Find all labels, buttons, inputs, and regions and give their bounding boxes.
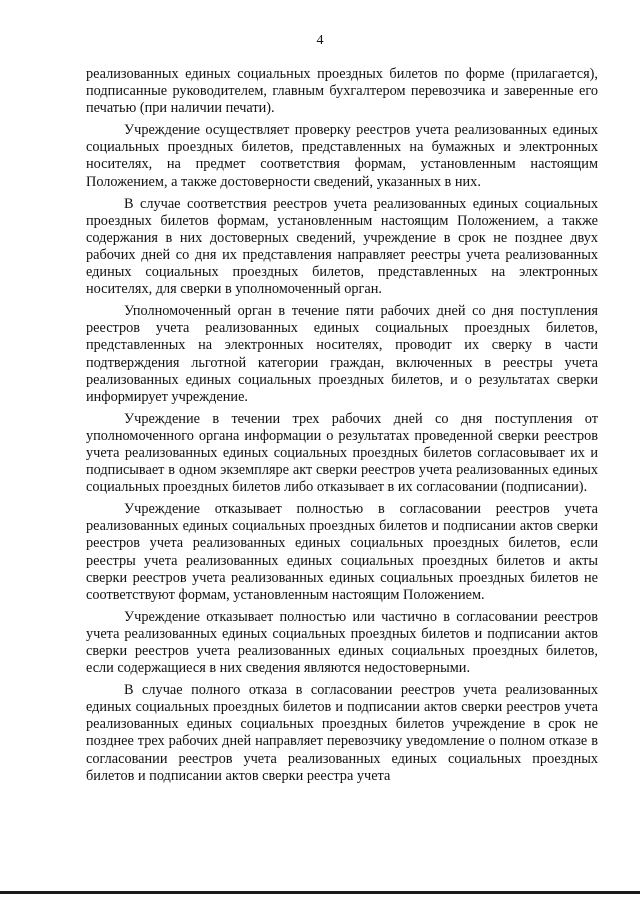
paragraph-authorized-body-check: Уполномоченный орган в течение пяти рабочих дней со дня поступления реестров учета реализованных единых социальных проездных билетов, представленных на электронных носителях, проводит их сверку в части подтверждения льготной категории граждан, включенных в реестры учета реализованных единых социальных проездных билетов, и о результатах сверки информирует учреждение. [86,303,598,405]
document-body [86,66,598,790]
paragraph-full-refusal-forms: Учреждение отказывает полностью в согласовании реестров учета реализованных единых социальных проездных билетов и подписании актов сверки реестров учета реализованных единых социальных проездных билетов, если реестры учета реализованных единых социальных проездных билетов и акты сверки реестров учета реализованных единых социальных проездных билетов не соответствуют формам, установленным настоящим Положением. [86,501,598,603]
paragraph-refusal-unreliable: Учреждение отказывает полностью или частично в согласовании реестров учета реализованных единых социальных проездных билетов и подписании актов сверки реестров учета реализованных единых социальных проездных билетов, если содержащиеся в них сведения являются недостоверными. [86,608,598,677]
paragraph-compliance-case: В случае соответствия реестров учета реализованных единых социальных проездных билетов формам, установленным настоящим Положением, а также содержания в них достоверных сведений, учреждение в срок не позднее двух рабочих дней со дня их представления направляет реестры учета реализованных единых социальных проездных билетов, представленных на электронных носителях, для сверки в уполномоченный орган. [86,195,598,298]
scan-bottom-edge [0,891,640,894]
paragraph-continuation: реализованных единых социальных проездных билетов по форме (прилагается), подписанные руководителем, главным бухгалтером перевозчика и заверенные его печатью (при наличии печати). [86,66,598,117]
page-number: 4 [316,33,324,48]
paragraph-full-refusal-notice: В случае полного отказа в согласовании реестров учета реализованных единых социальных проездных билетов и подписании актов сверки реестров учета реализованных единых социальных проездных билетов учреждение в срок не позднее трех рабочих дней направляет перевозчику уведомление о полном отказе в согласовании реестров учета реализованных единых социальных проездных билетов и подписании актов сверки реестра учета [86,682,598,784]
paragraph-approval-procedure: Учреждение в течении трех рабочих дней со дня поступления от уполномоченного органа информации о результатах проведенной сверки реестров учета реализованных единых социальных проездных билетов согласовывает их и подписывает в одном экземпляре акт сверки реестров учета реализованных единых социальных проездных билетов либо отказывает в их согласовании (подписании). [86,410,598,496]
paragraph-registry-check: Учреждение осуществляет проверку реестров учета реализованных единых социальных проездных билетов, представленных на бумажных и электронных носителях, на предмет соответствия формам, установленным настоящим Положением, а также достоверности сведений, указанных в них. [86,122,598,190]
